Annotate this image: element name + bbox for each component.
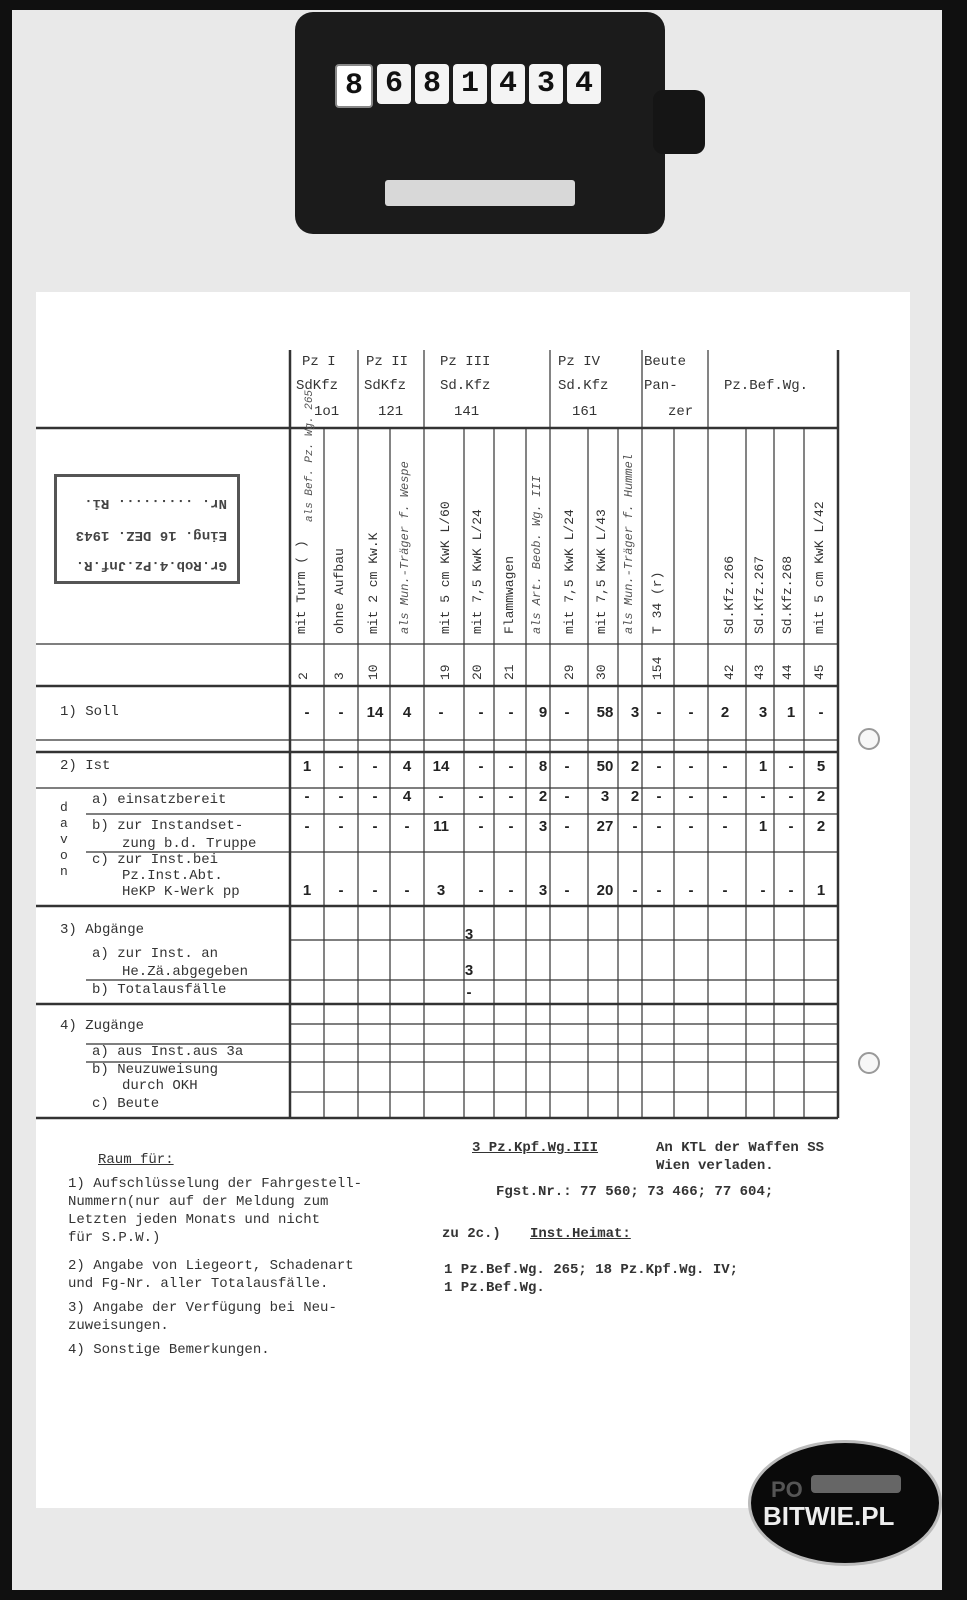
row-label-zugaenge-b2: durch OKH	[122, 1078, 198, 1094]
value-cell: -	[722, 818, 728, 835]
value-cell: 4	[402, 788, 412, 805]
value-cell: 8	[538, 758, 548, 775]
value-cell: -	[508, 704, 514, 721]
col-code: 3	[332, 672, 347, 680]
value-cell: -	[508, 788, 514, 805]
value-cell: -	[656, 818, 662, 835]
value-cell: -	[372, 788, 378, 805]
value-cell: -	[372, 882, 378, 899]
value-cell: 3	[538, 818, 548, 835]
row-label-abgaenge-a2: He.Zä.abgegeben	[122, 964, 249, 980]
value-cell: -	[564, 818, 570, 835]
value-cell: 3	[630, 704, 640, 721]
counter-knob-icon	[653, 90, 705, 154]
col-code: 30	[594, 664, 609, 680]
notes-item: 2) Angabe von Liegeort, Schadenart	[68, 1258, 354, 1274]
value-cell: -	[632, 818, 638, 835]
col-code: 45	[812, 664, 827, 680]
col-group-pz2: Pz II	[366, 354, 409, 370]
counter-slot	[385, 180, 575, 206]
col-group-pz1-num: 1o1	[314, 404, 340, 420]
row-label-zugaenge-c: c) Beute	[92, 1096, 160, 1112]
value-cell: -	[788, 758, 794, 775]
col-group-beute-3: zer	[668, 404, 694, 420]
typed-remark: zu 2c.)	[442, 1226, 501, 1242]
col-group-pz1-sdkfz: SdKfz	[296, 378, 339, 394]
subcol-label: mit 5 cm KwK L/42	[812, 501, 827, 634]
typed-remark: Fgst.Nr.: 77 560; 73 466; 77 604;	[496, 1184, 774, 1200]
col-code: 10	[366, 664, 381, 680]
value-cell: -	[656, 882, 662, 899]
row-label-inst-bei-2: Pz.Inst.Abt.	[122, 868, 223, 884]
value-cell: -	[760, 788, 766, 805]
tank-icon	[811, 1475, 901, 1493]
value-cell: 2	[816, 788, 826, 805]
value-cell: -	[338, 882, 344, 899]
value-cell: -	[338, 758, 344, 775]
receipt-stamp	[54, 474, 240, 584]
row-label-zugaenge: 4) Zugänge	[60, 1018, 145, 1034]
value-cell: -	[478, 788, 484, 805]
col-group-pzbefwg: Pz.Bef.Wg.	[724, 378, 809, 394]
col-code: 2	[296, 672, 311, 680]
value-cell: 1	[816, 882, 826, 899]
value-cell: 3	[758, 704, 768, 721]
row-label-inst-bei: c) zur Inst.bei	[92, 852, 219, 868]
value-cell: -	[564, 704, 570, 721]
value-cell: -	[338, 704, 344, 721]
subcol-label: Sd.Kfz.267	[752, 555, 767, 634]
subcol-note: als Mun.-Träger f. Wespe	[398, 461, 412, 634]
stamp-line: Eing. 16 DEZ. 1943	[75, 527, 227, 543]
row-label-zugaenge-b: b) Neuzuweisung	[92, 1062, 219, 1078]
notes-item: Letzten jeden Monats und nicht	[68, 1212, 321, 1228]
col-code: 154	[650, 656, 665, 680]
value-cell: -	[688, 788, 694, 805]
row-label-zugaenge-a: a) aus Inst.aus 3a	[92, 1044, 244, 1060]
row-label-davon: davon	[60, 800, 68, 879]
value-cell: -	[722, 788, 728, 805]
col-code: 42	[722, 664, 737, 680]
subcol-label: Sd.Kfz.268	[780, 555, 795, 634]
value-cell: 2	[538, 788, 548, 805]
logo-name: BITWIE.PL	[763, 1501, 895, 1531]
value-cell: 1	[302, 758, 312, 775]
subcol-note: als Mun.-Träger f. Hummel	[622, 453, 636, 634]
value-cell: -	[478, 882, 484, 899]
subcol-label: mit 7,5 KwK L/43	[594, 509, 609, 634]
value-cell: -	[688, 758, 694, 775]
col-group-pz4: Pz IV	[558, 354, 601, 370]
value-cell: 2	[816, 818, 826, 835]
value-cell: -	[508, 758, 514, 775]
value-cell: -	[466, 984, 472, 1001]
typed-remark: Inst.Heimat:	[530, 1226, 631, 1242]
value-cell: -	[438, 704, 444, 721]
value-cell: -	[304, 818, 310, 835]
col-group-pz4-num: 161	[572, 404, 598, 420]
col-group-pz3-num: 141	[454, 404, 480, 420]
col-group-pz4-sdkfz: Sd.Kfz	[558, 378, 609, 394]
value-cell: -	[404, 882, 410, 899]
report-sheet	[36, 292, 910, 1508]
notes-title: Raum für:	[98, 1152, 174, 1168]
value-cell: 3	[464, 962, 474, 979]
value-cell: -	[304, 704, 310, 721]
value-cell: -	[760, 882, 766, 899]
value-cell: -	[788, 818, 794, 835]
value-cell: -	[438, 788, 444, 805]
value-cell: 2	[630, 788, 640, 805]
row-label-instandsetzung-2: zung b.d. Truppe	[122, 836, 257, 852]
value-cell: 3	[436, 882, 446, 899]
notes-item: 4) Sonstige Bemerkungen.	[68, 1342, 270, 1358]
value-cell: 2	[720, 704, 730, 721]
subcol-label: ohne Aufbau	[332, 548, 347, 634]
row-label-inst-bei-3: HeKP K-Werk pp	[122, 884, 240, 900]
value-cell: -	[508, 882, 514, 899]
row-label-einsatzbereit: a) einsatzbereit	[92, 792, 227, 808]
value-cell: 1	[302, 882, 312, 899]
value-cell: 14	[366, 704, 384, 721]
logo-prefix: PO	[771, 1477, 803, 1502]
value-cell: 9	[538, 704, 548, 721]
value-cell: -	[478, 758, 484, 775]
row-label-abgaenge: 3) Abgänge	[60, 922, 145, 938]
value-cell: -	[656, 758, 662, 775]
col-group-pz3: Pz III	[440, 354, 491, 370]
counter-digit: 8	[335, 64, 373, 108]
typed-remark: An KTL der Waffen SS	[656, 1140, 825, 1156]
subcol-label: mit Turm ( )	[294, 540, 309, 634]
subcol-label: T 34 (r)	[650, 571, 665, 634]
col-group-beute: Beute	[644, 354, 687, 370]
col-group-pz3-sdkfz: Sd.Kfz	[440, 378, 491, 394]
col-code: 43	[752, 664, 767, 680]
col-code: 20	[470, 664, 485, 680]
value-cell: -	[404, 818, 410, 835]
col-group-pz1: Pz I	[302, 354, 336, 370]
value-cell: -	[656, 704, 662, 721]
subcol-label: mit 7,5 KwK L/24	[562, 509, 577, 634]
value-cell: 3	[538, 882, 548, 899]
counter-digit: 8	[415, 64, 449, 104]
col-group-beute-2: Pan-	[644, 378, 678, 394]
value-cell: 14	[432, 758, 450, 775]
notes-item: zuweisungen.	[68, 1318, 169, 1334]
notes-item: Nummern(nur auf der Meldung zum	[68, 1194, 329, 1210]
typed-remark: 3 Pz.Kpf.Wg.III	[472, 1140, 599, 1156]
counter-digits	[335, 64, 601, 108]
tally-counter	[295, 12, 665, 234]
value-cell: -	[688, 882, 694, 899]
row-label-instandsetzung: b) zur Instandset-	[92, 818, 244, 834]
value-cell: 3	[464, 926, 474, 943]
row-label-ist: 2) Ist	[60, 758, 111, 774]
value-cell: -	[508, 818, 514, 835]
value-cell: -	[688, 704, 694, 721]
typed-remark: 1 Pz.Bef.Wg. 265; 18 Pz.Kpf.Wg. IV;	[444, 1262, 739, 1278]
col-code: 44	[780, 664, 795, 680]
value-cell: -	[788, 882, 794, 899]
subcol-label: Sd.Kfz.266	[722, 555, 737, 634]
subcol-label: mit 5 cm KwK L/60	[438, 501, 453, 634]
value-cell: 1	[786, 704, 796, 721]
value-cell: -	[304, 788, 310, 805]
value-cell: -	[564, 882, 570, 899]
col-code: 21	[502, 664, 517, 680]
value-cell: -	[478, 704, 484, 721]
value-cell: 1	[758, 758, 768, 775]
value-cell: -	[722, 758, 728, 775]
notes-item: 1) Aufschlüsselung der Fahrgestell-	[68, 1176, 363, 1192]
col-group-pz2-sdkfz: SdKfz	[364, 378, 407, 394]
subcol-label: mit 7,5 KwK L/24	[470, 509, 485, 634]
notes-item: für S.P.W.)	[68, 1230, 161, 1246]
subcol-label: mit 2 cm Kw.K	[366, 532, 381, 634]
value-cell: -	[788, 788, 794, 805]
row-label-abgaenge-b: b) Totalausfälle	[92, 982, 227, 998]
row-label-abgaenge-a: a) zur Inst. an	[92, 946, 219, 962]
value-cell: 3	[600, 788, 610, 805]
stamp-line: Gr.Rob.4.Pz.Jnf.R.	[75, 557, 227, 573]
subcol-label: Flammwagen	[502, 555, 517, 634]
value-cell: -	[688, 818, 694, 835]
value-cell: -	[564, 758, 570, 775]
value-cell: -	[656, 788, 662, 805]
value-cell: 5	[816, 758, 826, 775]
value-cell: -	[338, 818, 344, 835]
typed-remark: Wien verladen.	[656, 1158, 774, 1174]
value-cell: 4	[402, 758, 412, 775]
stamp-line: Nr. ......... Ri.	[84, 495, 227, 511]
value-cell: 58	[596, 704, 614, 721]
value-cell: -	[338, 788, 344, 805]
subcol-note: als Bef. Pz. Wg. 265	[304, 389, 316, 522]
value-cell: -	[632, 882, 638, 899]
counter-digit: 1	[453, 64, 487, 104]
subcol-note: als Art. Beob. Wg. III	[530, 475, 544, 634]
watermark-logo	[748, 1440, 942, 1566]
value-cell: 20	[596, 882, 614, 899]
notes-item: und Fg-Nr. aller Totalausfälle.	[68, 1276, 329, 1292]
value-cell: 4	[402, 704, 412, 721]
col-code: 29	[562, 664, 577, 680]
value-cell: -	[372, 818, 378, 835]
counter-digit: 3	[529, 64, 563, 104]
value-cell: 2	[630, 758, 640, 775]
value-cell: 50	[596, 758, 614, 775]
value-cell: 11	[433, 818, 449, 835]
counter-digit: 6	[377, 64, 411, 104]
value-cell: -	[564, 788, 570, 805]
col-group-pz2-num: 121	[378, 404, 404, 420]
value-cell: -	[818, 704, 824, 721]
row-label-soll: 1) Soll	[60, 704, 119, 720]
value-cell: -	[722, 882, 728, 899]
value-cell: -	[478, 818, 484, 835]
counter-digit: 4	[491, 64, 525, 104]
typed-remark: 1 Pz.Bef.Wg.	[444, 1280, 545, 1296]
col-code: 19	[438, 664, 453, 680]
counter-digit: 4	[567, 64, 601, 104]
value-cell: 27	[596, 818, 614, 835]
notes-item: 3) Angabe der Verfügung bei Neu-	[68, 1300, 337, 1316]
value-cell: 1	[758, 818, 768, 835]
value-cell: -	[372, 758, 378, 775]
